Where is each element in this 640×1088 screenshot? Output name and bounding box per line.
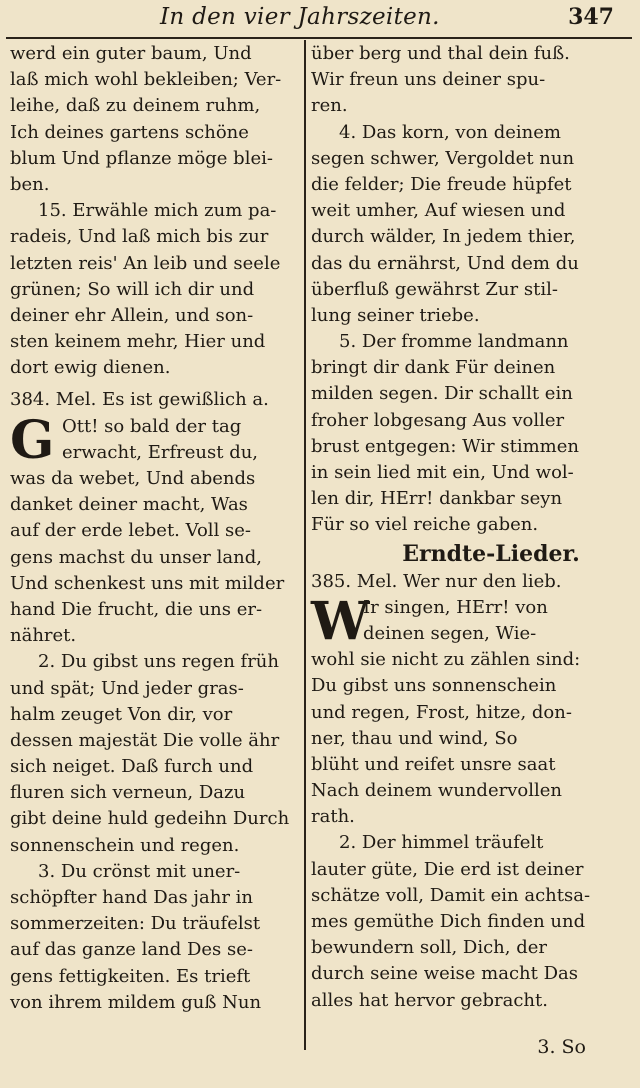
- text-line: bringt dir dank Für deinen: [311, 357, 556, 379]
- text-line: erwacht, Erfreust du,: [62, 441, 259, 463]
- text-line: danket deiner macht, Was: [10, 494, 248, 516]
- text-line: rath.: [311, 806, 355, 828]
- text-line: brust entgegen: Wir stimmen: [311, 435, 579, 457]
- verse-start-4: 4. Das korn, von deinem: [339, 121, 561, 143]
- text-line: sonnenschein und regen.: [10, 834, 240, 856]
- text-line: schätze voll, Damit ein achtsa-: [311, 884, 591, 906]
- text-line: in sein lied mit ein, Und wol-: [311, 462, 574, 483]
- text-line: sommerzeiten: Du träufelst: [10, 913, 261, 935]
- text-line: letzten reis' An leib und seele: [10, 252, 281, 274]
- text-line: grünen; So will ich dir und: [10, 278, 255, 300]
- hymn-384-heading: 384. Mel. Es ist gewißlich a.: [10, 389, 269, 411]
- text-line: und spät; Und jeder gras-: [10, 677, 244, 699]
- text-line: Wir freun uns deiner spu-: [311, 69, 546, 91]
- page-number: 347: [568, 4, 614, 30]
- verse-start-2: 2. Du gibst uns regen früh: [38, 651, 279, 673]
- text-line: froher lobgesang Aus voller: [311, 409, 565, 431]
- text-line: Ott! so bald der tag: [62, 415, 242, 437]
- text-line: Ir singen, HErr! von: [363, 596, 548, 618]
- text-line: dessen majestät Die volle ähr: [10, 729, 280, 751]
- hymn-384-opening: [10, 409, 298, 471]
- text-line: fluren sich verneun, Dazu: [10, 782, 246, 804]
- text-line: lung seiner triebe.: [311, 304, 480, 326]
- text-line: mes gemüthe Dich finden und: [311, 911, 586, 932]
- text-line: Für so viel reiche gaben.: [311, 514, 539, 536]
- text-line: halm zeuget Von dir, vor: [10, 703, 233, 725]
- text-line: blum Und pflanze möge blei-: [10, 147, 273, 169]
- verse-start-3: 3. Du crönst mit uner-: [38, 860, 241, 882]
- text-line: lauter güte, Die erd ist deiner: [311, 858, 584, 880]
- left-column: [10, 41, 298, 1016]
- running-title: In den vier Jahrszeiten.: [160, 4, 440, 30]
- dropcap-letter: G: [10, 409, 55, 471]
- text-line: leihe, daß zu deinem ruhm,: [10, 95, 261, 117]
- text-line: werd ein guter baum, Und: [10, 43, 252, 64]
- text-line: blüht und reifet unsre saat: [311, 753, 556, 775]
- text-line: schöpfter hand Das jahr in: [10, 887, 254, 908]
- text-line: Du gibst uns sonnenschein: [311, 675, 557, 697]
- text-line: überfluß gewährst Zur stil-: [311, 278, 558, 300]
- text-line: über berg und thal dein fuß.: [311, 43, 570, 64]
- text-line: ren.: [311, 95, 348, 117]
- verse-start-2: 2. Der himmel träufelt: [339, 832, 544, 854]
- text-line: ben.: [10, 173, 50, 195]
- text-line: radeis, Und laß mich bis zur: [10, 226, 269, 248]
- text-line: segen schwer, Vergoldet nun: [311, 147, 575, 169]
- text-line: Nach deinem wundervollen: [311, 780, 562, 802]
- text-line: gibt deine huld gedeihn Durch: [10, 808, 290, 830]
- text-line: sten keinem mehr, Hier und: [10, 331, 266, 353]
- text-line: auf der erde lebet. Voll se-: [10, 520, 252, 542]
- text-line: was da webet, Und abends: [10, 468, 256, 489]
- text-line: nähret.: [10, 625, 77, 647]
- text-line: deiner ehr Allein, und son-: [10, 304, 254, 326]
- catchword: 3. So: [537, 1036, 586, 1058]
- verse-start-15: 15. Erwähle mich zum pa-: [38, 200, 277, 222]
- text-line: gens fettigkeiten. Es trieft: [10, 965, 251, 987]
- text-line: die felder; Die freude hüpfet: [311, 173, 572, 195]
- right-column: [311, 41, 631, 1014]
- hymn-385-heading: 385. Mel. Wer nur den lieb.: [311, 570, 562, 592]
- running-header: [0, 0, 640, 38]
- text-line: wohl sie nicht zu zählen sind:: [311, 649, 581, 671]
- text-line: das du ernährst, Und dem du: [311, 252, 579, 274]
- text-line: durch wälder, In jedem thier,: [311, 226, 576, 248]
- text-line: laß mich wohl bekleiben; Ver-: [10, 69, 282, 91]
- verse-start-5: 5. Der fromme landmann: [339, 331, 569, 353]
- text-line: alles hat hervor gebracht.: [311, 989, 548, 1011]
- section-heading: Erndte-Lieder.: [402, 540, 580, 567]
- text-line: milden segen. Dir schallt ein: [311, 383, 573, 405]
- text-line: gens machst du unser land,: [10, 546, 262, 568]
- dropcap-letter: W: [311, 590, 370, 652]
- text-line: Und schenkest uns mit milder: [10, 572, 285, 594]
- text-line: von ihrem mildem guß Nun: [10, 991, 262, 1013]
- text-line: ner, thau und wind, So: [311, 727, 518, 749]
- text-line: sich neiget. Daß furch und: [10, 756, 254, 778]
- text-line: hand Die frucht, die uns er-: [10, 598, 263, 620]
- text-line: dort ewig dienen.: [10, 357, 171, 379]
- text-line: auf das ganze land Des se-: [10, 939, 253, 961]
- hymn-385-opening: [311, 590, 631, 652]
- column-divider: [304, 40, 306, 1050]
- text-line: durch seine weise macht Das: [311, 963, 578, 985]
- text-line: Ich deines gartens schöne: [10, 121, 249, 143]
- header-rule: [6, 37, 632, 39]
- text-line: bewundern soll, Dich, der: [311, 937, 547, 959]
- text-line: deinen segen, Wie-: [363, 622, 537, 644]
- text-line: weit umher, Auf wiesen und: [311, 200, 566, 222]
- text-line: len dir, HErr! dankbar seyn: [311, 488, 563, 510]
- text-line: und regen, Frost, hitze, don-: [311, 701, 572, 723]
